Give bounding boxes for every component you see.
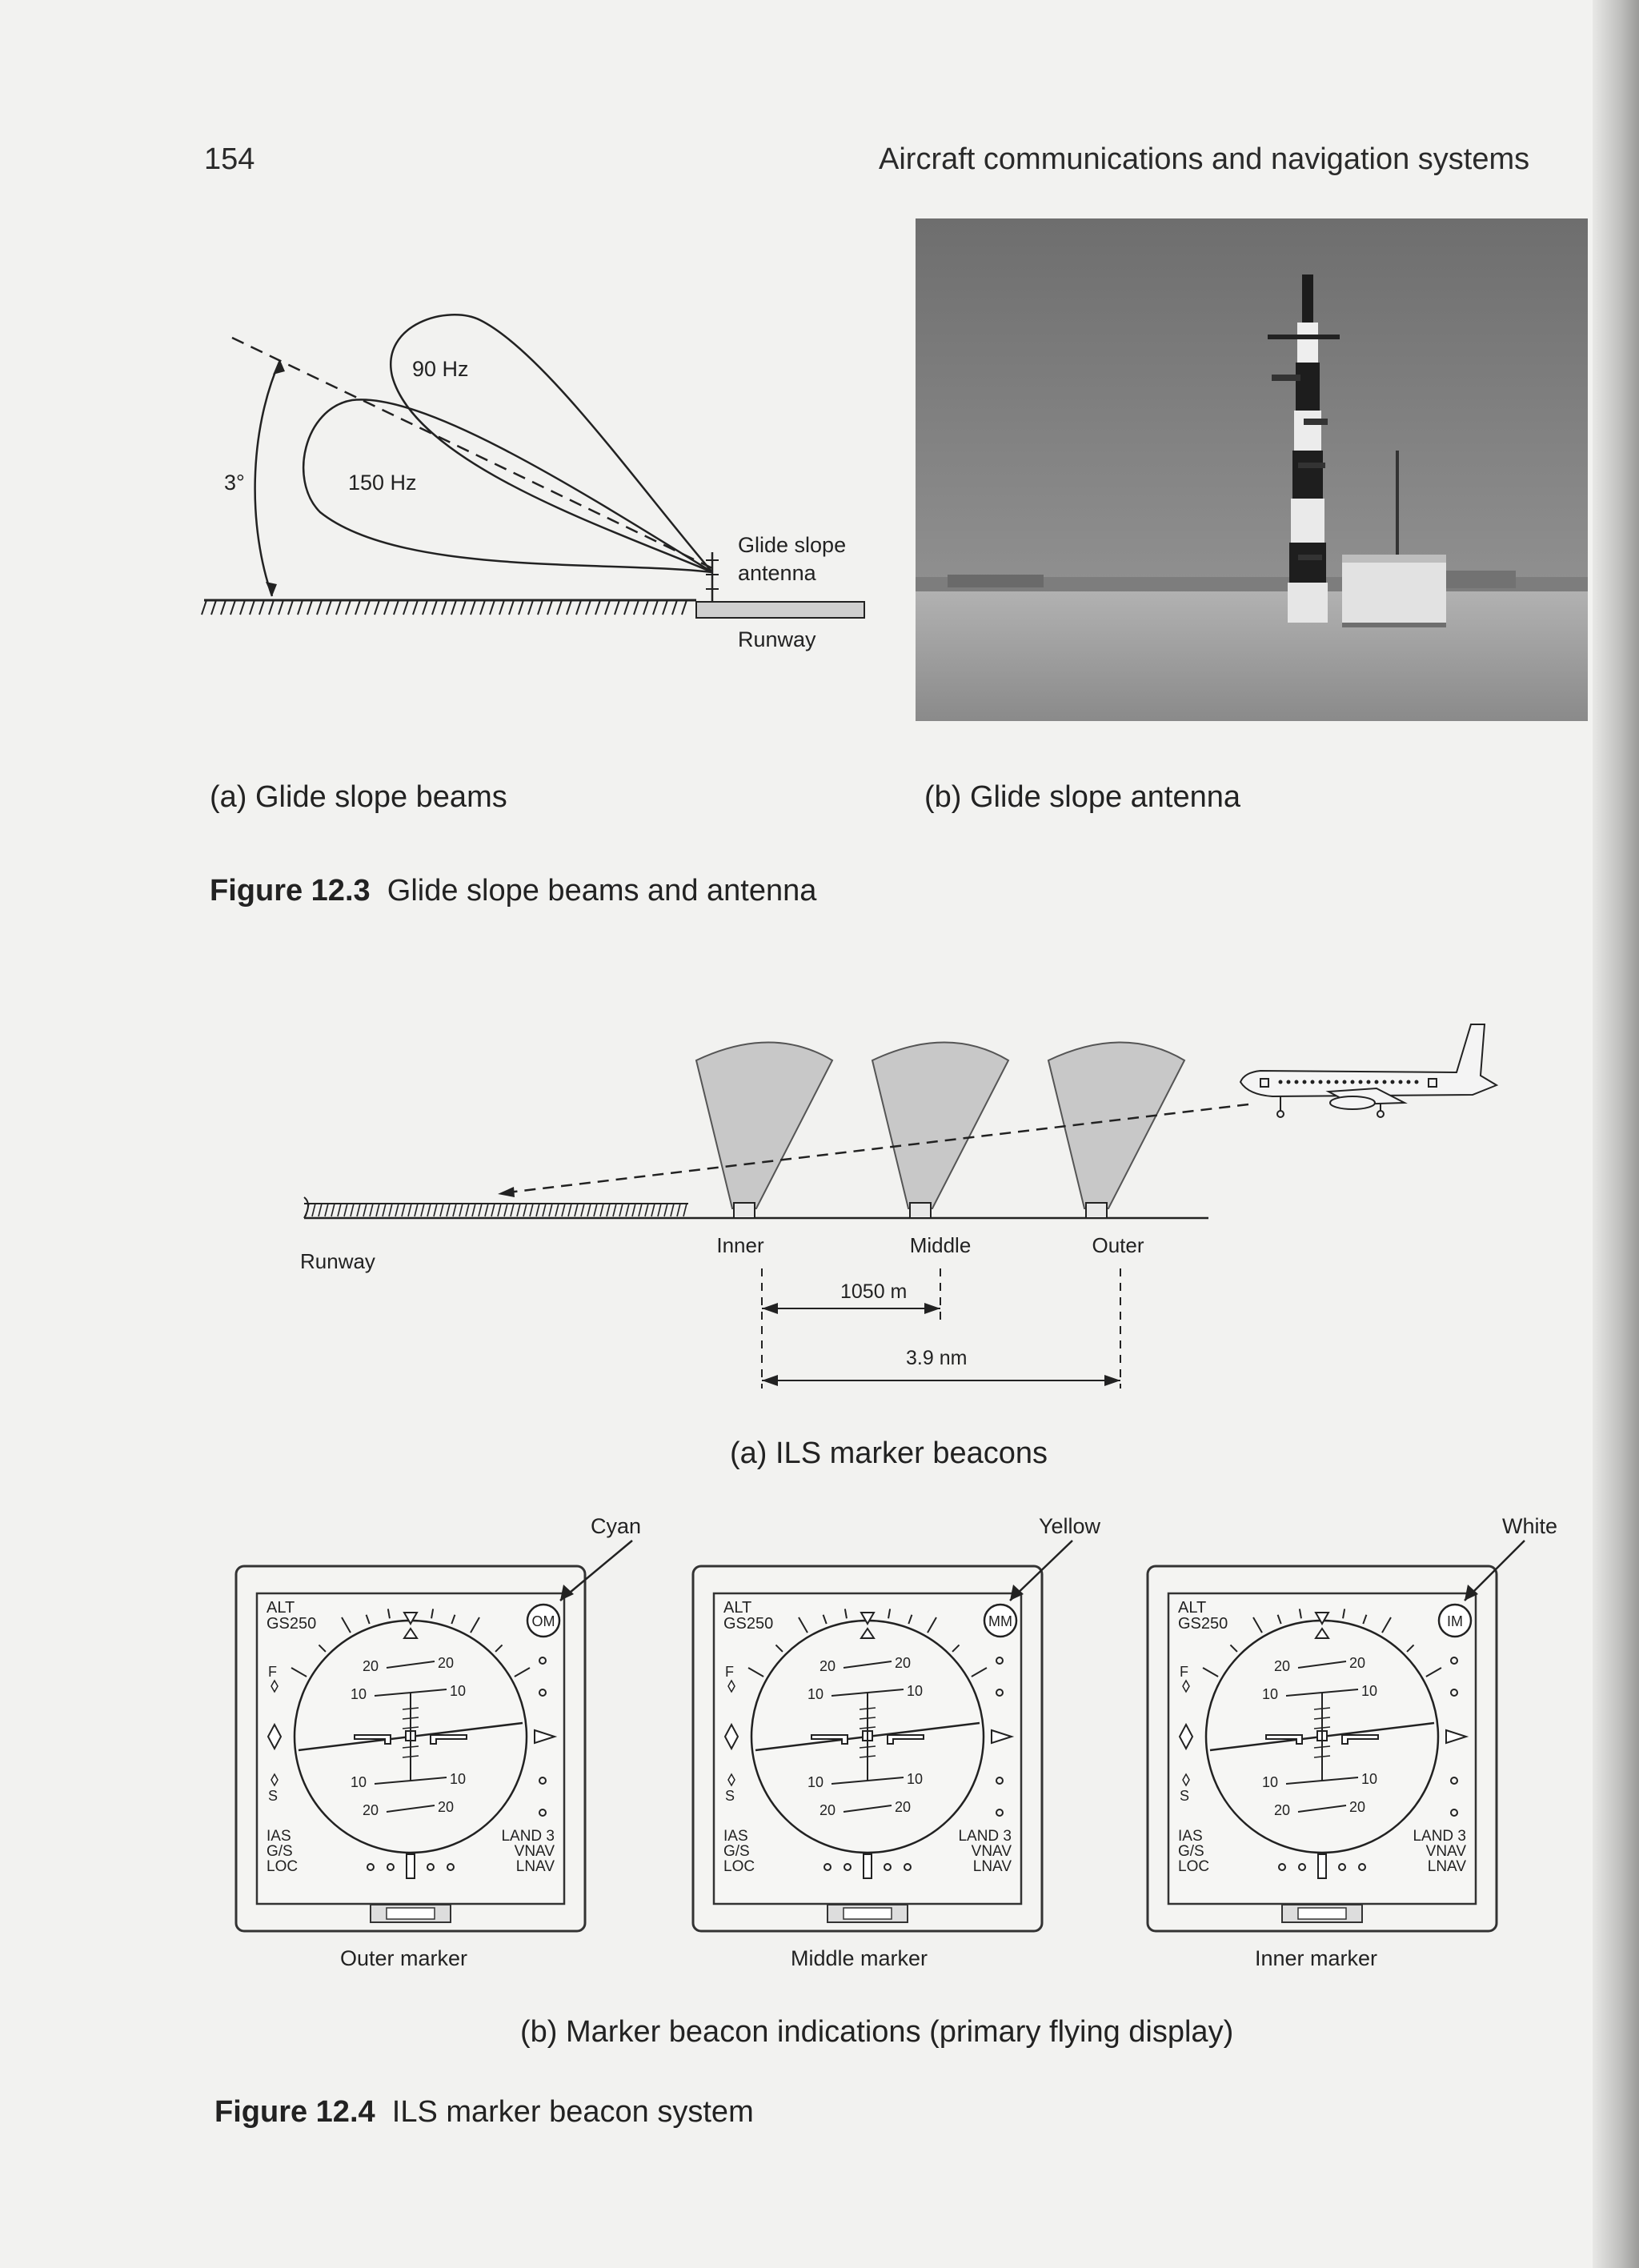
alt-label: ALT [266, 1599, 295, 1617]
middle-label: Middle [909, 1233, 972, 1257]
marker-annunciator-label: IM [1447, 1613, 1463, 1629]
middle-beam [872, 1043, 1008, 1209]
gs-mode-label: G/S [723, 1843, 750, 1860]
flap-label-f: F [1180, 1664, 1188, 1680]
page-number: 154 [204, 142, 255, 176]
pitch-label-left: 20 [820, 1802, 836, 1818]
pitch-label-right: 20 [438, 1799, 455, 1815]
color-label-yellow: Yellow [1039, 1514, 1101, 1538]
localizer-pointer [864, 1854, 872, 1878]
pitch-label-right: 10 [1361, 1683, 1378, 1699]
pfd-panel-middle [691, 1565, 1044, 1933]
panel-label-middle: Middle marker [791, 1946, 928, 1970]
marker-annunciator-label: MM [988, 1613, 1012, 1629]
runway-label-12-4: Runway [300, 1249, 375, 1273]
middle-hut [910, 1203, 931, 1218]
flap-label-f: F [725, 1664, 734, 1680]
gs-speed-label: GS250 [266, 1615, 317, 1633]
pitch-label-right: 10 [1361, 1771, 1378, 1787]
label-angle: 3° [224, 471, 245, 495]
caption-12-4-b: (b) Marker beacon indications (primary flying display) [520, 2015, 1234, 2049]
angle-arc [255, 360, 280, 596]
label-150hz: 150 Hz [348, 471, 417, 495]
label-90hz: 90 Hz [412, 357, 469, 381]
vnav-label: VNAV [514, 1843, 555, 1860]
pitch-label-right: 10 [907, 1683, 924, 1699]
ground-hatching-12-4 [306, 1204, 687, 1216]
gs-speed-label: GS250 [1178, 1615, 1228, 1633]
pitch-label-right: 20 [438, 1655, 455, 1671]
caption-12-3-a: (a) Glide slope beams [210, 780, 507, 814]
lnav-label: LNAV [515, 1858, 555, 1875]
runway-block [696, 602, 864, 618]
ias-label: IAS [266, 1828, 291, 1845]
pitch-label-left: 10 [807, 1774, 824, 1790]
panel-label-inner: Inner marker [1255, 1946, 1378, 1970]
loc-label: LOC [266, 1858, 299, 1875]
flap-label-s: S [725, 1788, 735, 1804]
land-label: LAND 3 [1413, 1828, 1466, 1845]
inner-label: Inner [716, 1233, 764, 1257]
pitch-label-right: 10 [907, 1771, 924, 1787]
outer-hut [1086, 1203, 1107, 1218]
page-edge-shadow [1593, 0, 1639, 2268]
pitch-label-left: 20 [363, 1802, 379, 1818]
figure-12-3-number: Figure 12.3 [210, 874, 371, 908]
pfd-panel-outer [234, 1565, 587, 1933]
pitch-label-left: 20 [1274, 1658, 1291, 1674]
distance-3-9nm: 3.9 nm [906, 1347, 968, 1369]
glide-slope-antenna-photo [916, 218, 1588, 721]
land-label: LAND 3 [501, 1828, 555, 1845]
figure-12-4-caption [214, 2095, 754, 2130]
pitch-label-left: 10 [1262, 1686, 1279, 1702]
pitch-label-left: 10 [1262, 1774, 1279, 1790]
gs-mode-label: G/S [1178, 1843, 1204, 1860]
figure-12-3-title: Glide slope beams and antenna [387, 874, 817, 908]
label-runway: Runway [738, 627, 816, 651]
loc-label: LOC [723, 1858, 755, 1875]
pitch-label-left: 10 [351, 1686, 367, 1702]
alt-label: ALT [1178, 1599, 1207, 1617]
running-title: Aircraft communications and navigation systems [879, 142, 1530, 176]
land-label: LAND 3 [958, 1828, 1012, 1845]
pitch-label-right: 20 [1349, 1655, 1366, 1671]
ias-label: IAS [1178, 1828, 1203, 1845]
pitch-label-left: 10 [351, 1774, 367, 1790]
pitch-label-right: 10 [450, 1683, 467, 1699]
lnav-label: LNAV [972, 1858, 1012, 1875]
outer-label: Outer [1092, 1233, 1144, 1257]
lobe-90hz [391, 315, 712, 572]
panel-label-outer: Outer marker [340, 1946, 468, 1970]
figure-12-3-caption [210, 874, 816, 908]
ias-label: IAS [723, 1828, 748, 1845]
pfd-panel-inner [1146, 1565, 1498, 1933]
inner-hut [734, 1203, 755, 1218]
color-label-cyan: Cyan [591, 1514, 642, 1538]
gs-mode-label: G/S [266, 1843, 293, 1860]
vnav-label: VNAV [971, 1843, 1012, 1860]
pitch-label-left: 20 [363, 1658, 379, 1674]
aircraft-icon [1240, 1024, 1497, 1117]
label-antenna-2: antenna [738, 561, 816, 585]
lnav-label: LNAV [1427, 1858, 1466, 1875]
flap-label-f: F [268, 1664, 277, 1680]
distance-1050m: 1050 m [840, 1280, 908, 1303]
pitch-label-left: 20 [1274, 1802, 1291, 1818]
flap-label-s: S [1180, 1788, 1190, 1804]
pitch-label-right: 10 [450, 1771, 467, 1787]
pitch-label-right: 20 [1349, 1799, 1366, 1815]
caption-12-3-b: (b) Glide slope antenna [924, 780, 1241, 814]
pitch-label-right: 20 [895, 1655, 912, 1671]
figure-12-4-number: Figure 12.4 [214, 2095, 375, 2129]
glide-slope-beams-diagram [192, 288, 896, 664]
ils-marker-beacons-diagram [288, 1008, 1521, 1408]
pitch-label-left: 10 [807, 1686, 824, 1702]
marker-annunciator-label: OM [531, 1613, 555, 1629]
gs-speed-label: GS250 [723, 1615, 774, 1633]
caption-12-4-a: (a) ILS marker beacons [730, 1437, 1048, 1470]
pitch-label-right: 20 [895, 1799, 912, 1815]
vnav-label: VNAV [1425, 1843, 1466, 1860]
loc-label: LOC [1178, 1858, 1210, 1875]
flap-label-s: S [268, 1788, 279, 1804]
localizer-pointer [407, 1854, 415, 1878]
ground-hatching [202, 600, 687, 615]
label-antenna-1: Glide slope [738, 533, 847, 557]
localizer-pointer [1318, 1854, 1326, 1878]
figure-12-4-title: ILS marker beacon system [391, 2095, 754, 2129]
pitch-label-left: 20 [820, 1658, 836, 1674]
alt-label: ALT [723, 1599, 752, 1617]
inner-beam [696, 1043, 832, 1209]
outer-beam [1048, 1043, 1184, 1209]
color-label-white: White [1502, 1514, 1558, 1538]
